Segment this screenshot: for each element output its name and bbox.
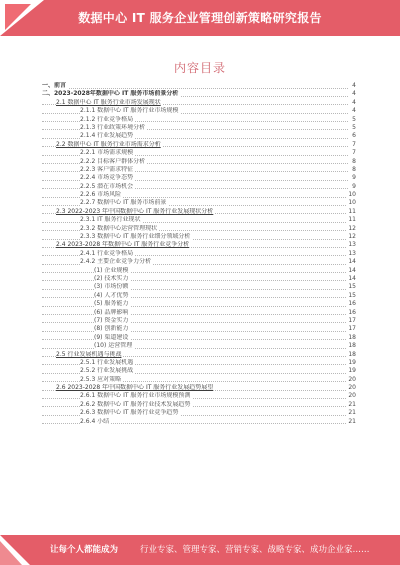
toc-page-number: 5 bbox=[352, 123, 356, 131]
toc-entry[interactable] bbox=[42, 191, 356, 199]
toc-entry[interactable] bbox=[42, 82, 356, 90]
toc-entry[interactable] bbox=[42, 241, 356, 249]
toc-entry[interactable] bbox=[42, 317, 356, 325]
toc-page-number: 13 bbox=[348, 249, 356, 257]
toc-entry-text: 2.4 2023-2028 年数据中心 IT 服务行业竞争分析 bbox=[56, 241, 190, 249]
footer-bar bbox=[0, 535, 400, 565]
toc-entry[interactable] bbox=[42, 392, 356, 400]
toc-entry[interactable] bbox=[42, 351, 356, 359]
toc-page-number: 19 bbox=[348, 358, 356, 366]
toc-entry-text: (8) 创新能力 bbox=[94, 325, 129, 333]
toc-entry[interactable] bbox=[42, 267, 356, 275]
toc-page-number: 4 bbox=[352, 90, 356, 98]
toc-entry-text: 2.4.2 主要企业竞争力分析 bbox=[80, 258, 152, 266]
toc-page-number: 7 bbox=[352, 140, 356, 148]
toc-entry-text: 2.2.7 数据中心 IT 服务市场前景 bbox=[80, 199, 167, 207]
toc-entry[interactable] bbox=[42, 325, 356, 333]
toc-entry-text: 2.2.6 市场风险 bbox=[80, 191, 122, 199]
toc-entry-text: (6) 品牌影响 bbox=[94, 308, 129, 316]
toc-page-number: 5 bbox=[352, 115, 356, 123]
toc-entry-text: 2.2.5 潜在市场机会 bbox=[80, 182, 134, 190]
toc-entry-text: (9) 渠道建设 bbox=[94, 333, 129, 341]
toc-leader bbox=[42, 88, 348, 89]
toc-entry[interactable] bbox=[42, 401, 356, 409]
toc-page-number: 14 bbox=[348, 266, 356, 274]
toc-entry-text: 2.5.3 应对策略 bbox=[80, 375, 122, 383]
toc-entry-text: 2.5 行业发展机遇与挑战 bbox=[56, 350, 122, 358]
toc-entry-text: (10) 运营管理 bbox=[94, 342, 133, 350]
toc-page-number: 14 bbox=[348, 274, 356, 282]
toc-entry-text: 2.2 数据中心 IT 服务行业市场需求分析 bbox=[56, 140, 161, 148]
toc-page-number: 4 bbox=[352, 107, 356, 115]
toc-entry-text: 2.5.2 行业发展挑战 bbox=[80, 367, 134, 375]
toc-entry[interactable] bbox=[42, 174, 356, 182]
toc-page-number: 4 bbox=[352, 98, 356, 106]
toc-entry[interactable] bbox=[42, 300, 356, 308]
toc-entry-text: 二、2023-2028年数据中心 IT 服务市场前景分析 bbox=[42, 90, 179, 98]
toc-leader bbox=[42, 280, 348, 281]
toc-leader bbox=[42, 314, 348, 315]
toc-entry-text: 2.1.1 数据中心 IT 服务行业市场规模 bbox=[80, 107, 179, 115]
toc-page-number: 9 bbox=[352, 182, 356, 190]
toc-page-number: 19 bbox=[348, 367, 356, 375]
toc-page-number: 17 bbox=[348, 316, 356, 324]
toc-page-number: 16 bbox=[348, 300, 356, 308]
toc-leader bbox=[42, 348, 348, 349]
toc-entry-text: 2.6.3 数据中心 IT 服务行业竞争趋势 bbox=[80, 409, 179, 417]
report-title: 数据中心 IT 服务企业管理创新策略研究报告 bbox=[78, 11, 322, 25]
toc-leader bbox=[42, 289, 348, 290]
toc-leader bbox=[42, 331, 348, 332]
toc-page-number: 8 bbox=[352, 157, 356, 165]
toc-heading: 内容目录 bbox=[173, 61, 226, 75]
toc-entry-text: 2.2.1 市场需求规模 bbox=[80, 149, 134, 157]
toc-entry[interactable] bbox=[42, 418, 356, 426]
toc-entry-text: 2.2.3 客户需求特征 bbox=[80, 165, 134, 173]
toc-entry-text: (7) 资金实力 bbox=[94, 316, 129, 324]
toc-entry-text: 2.6.2 数据中心 IT 服务行业技术发展趋势 bbox=[80, 400, 191, 408]
toc-entry[interactable] bbox=[42, 376, 356, 384]
footer-slogan: 行业专家、管理专家、营销专家、战略专家、成功企业家…… bbox=[140, 545, 370, 555]
toc-page-number: 21 bbox=[348, 400, 356, 408]
toc-entry[interactable] bbox=[42, 99, 356, 107]
toc-entry[interactable] bbox=[42, 275, 356, 283]
toc-entry-text: 2.3.1 IT 服务行业现状 bbox=[80, 216, 141, 224]
toc-entry[interactable] bbox=[42, 233, 356, 241]
toc-page-number: 11 bbox=[348, 216, 356, 224]
toc-page-number: 14 bbox=[348, 258, 356, 266]
footer-brand: 让每个人都能成为 bbox=[50, 545, 119, 555]
toc-page-number: 12 bbox=[348, 224, 356, 232]
toc-entry[interactable] bbox=[42, 90, 356, 98]
toc-entry-text: 2.6 2023-2028 年中国数据中心 IT 服务行业发展趋势展望 bbox=[56, 384, 214, 392]
toc-page-number: 21 bbox=[348, 409, 356, 417]
toc-page-number: 9 bbox=[352, 174, 356, 182]
header-bar bbox=[0, 0, 400, 36]
toc-entry[interactable] bbox=[42, 107, 356, 115]
toc-entry-text: (5) 服务能力 bbox=[94, 300, 129, 308]
toc-entry[interactable] bbox=[42, 292, 356, 300]
toc-entry-text: (4) 人才优势 bbox=[94, 291, 129, 299]
toc-page-number: 11 bbox=[348, 207, 356, 215]
toc-entry-text: (3) 市场份额 bbox=[94, 283, 129, 291]
toc-leader bbox=[42, 322, 348, 323]
toc-entry[interactable] bbox=[42, 384, 356, 392]
toc-page-number: 10 bbox=[348, 199, 356, 207]
toc-leader bbox=[42, 297, 348, 298]
toc-entry[interactable] bbox=[42, 258, 356, 266]
toc-entry-text: 2.2.2 目标客户群体分析 bbox=[80, 157, 146, 165]
toc-page-number: 15 bbox=[348, 283, 356, 291]
toc-entry-text: 2.1.4 行业发展趋势 bbox=[80, 132, 134, 140]
toc-entry-text: 2.1.2 行业竞争格局 bbox=[80, 115, 134, 123]
toc-entry-text: (1) 企业规模 bbox=[94, 266, 129, 274]
toc-entry[interactable] bbox=[42, 158, 356, 166]
toc-page-number: 7 bbox=[352, 149, 356, 157]
toc-page-number: 20 bbox=[348, 375, 356, 383]
toc-page-number: 21 bbox=[348, 417, 356, 425]
toc-page-number: 6 bbox=[352, 132, 356, 140]
toc-page-number: 8 bbox=[352, 165, 356, 173]
toc-entry-text: 2.6.4 小结 bbox=[80, 417, 110, 425]
toc-page-number: 17 bbox=[348, 325, 356, 333]
toc-page-number: 18 bbox=[348, 342, 356, 350]
toc-entry[interactable] bbox=[42, 309, 356, 317]
toc-entry-text: 2.4.1 行业竞争格局 bbox=[80, 249, 134, 257]
toc-entry[interactable] bbox=[42, 367, 356, 375]
table-of-contents bbox=[42, 82, 356, 426]
toc-page-number: 20 bbox=[348, 392, 356, 400]
toc-page-number: 12 bbox=[348, 233, 356, 241]
toc-entry[interactable] bbox=[42, 216, 356, 224]
toc-entry[interactable] bbox=[42, 250, 356, 258]
toc-entry-text: 2.3.3 数据中心 IT 服务行业细分领域分析 bbox=[80, 233, 191, 241]
toc-entry-text: 2.2.4 市场竞争态势 bbox=[80, 174, 134, 182]
toc-entry[interactable] bbox=[42, 132, 356, 140]
toc-entry-text: 2.6.1 数据中心 IT 服务行业市场规模预测 bbox=[80, 392, 191, 400]
toc-page-number: 13 bbox=[348, 241, 356, 249]
toc-entry[interactable] bbox=[42, 116, 356, 124]
toc-page-number: 20 bbox=[348, 384, 356, 392]
toc-entry-text: 一、前言 bbox=[42, 82, 67, 89]
toc-page-number: 18 bbox=[348, 350, 356, 358]
toc-entry[interactable] bbox=[42, 141, 356, 149]
toc-entry[interactable] bbox=[42, 409, 356, 417]
toc-page-number: 18 bbox=[348, 333, 356, 341]
toc-entry[interactable] bbox=[42, 208, 356, 216]
toc-entry[interactable] bbox=[42, 124, 356, 132]
toc-leader bbox=[42, 272, 348, 273]
toc-leader bbox=[42, 339, 348, 340]
toc-entry-text: 2.3.2 数据中心运营管理现状 bbox=[80, 224, 158, 232]
toc-page-number: 15 bbox=[348, 291, 356, 299]
toc-page-number: 16 bbox=[348, 308, 356, 316]
toc-entry[interactable] bbox=[42, 359, 356, 367]
toc-entry[interactable] bbox=[42, 166, 356, 174]
toc-entry[interactable] bbox=[42, 342, 356, 350]
toc-entry-text: 2.1 数据中心 IT 服务行业市场发展现状 bbox=[56, 98, 161, 106]
toc-leader bbox=[42, 306, 348, 307]
toc-entry[interactable] bbox=[42, 225, 356, 233]
toc-entry[interactable] bbox=[42, 149, 356, 157]
toc-entry-text: 2.3 2022-2023 年中国数据中心 IT 服务行业发展现状分析 bbox=[56, 207, 214, 215]
toc-entry[interactable] bbox=[42, 183, 356, 191]
toc-entry[interactable] bbox=[42, 199, 356, 207]
toc-entry-text: 2.1.3 行业政策环境分析 bbox=[80, 123, 146, 131]
toc-page-number: 4 bbox=[352, 82, 356, 89]
toc-entry-text: (2) 技术实力 bbox=[94, 274, 129, 282]
toc-entry-text: 2.5.1 行业发展机遇 bbox=[80, 358, 134, 366]
toc-page-number: 10 bbox=[348, 191, 356, 199]
toc-entry[interactable] bbox=[42, 283, 356, 291]
toc-entry[interactable] bbox=[42, 334, 356, 342]
